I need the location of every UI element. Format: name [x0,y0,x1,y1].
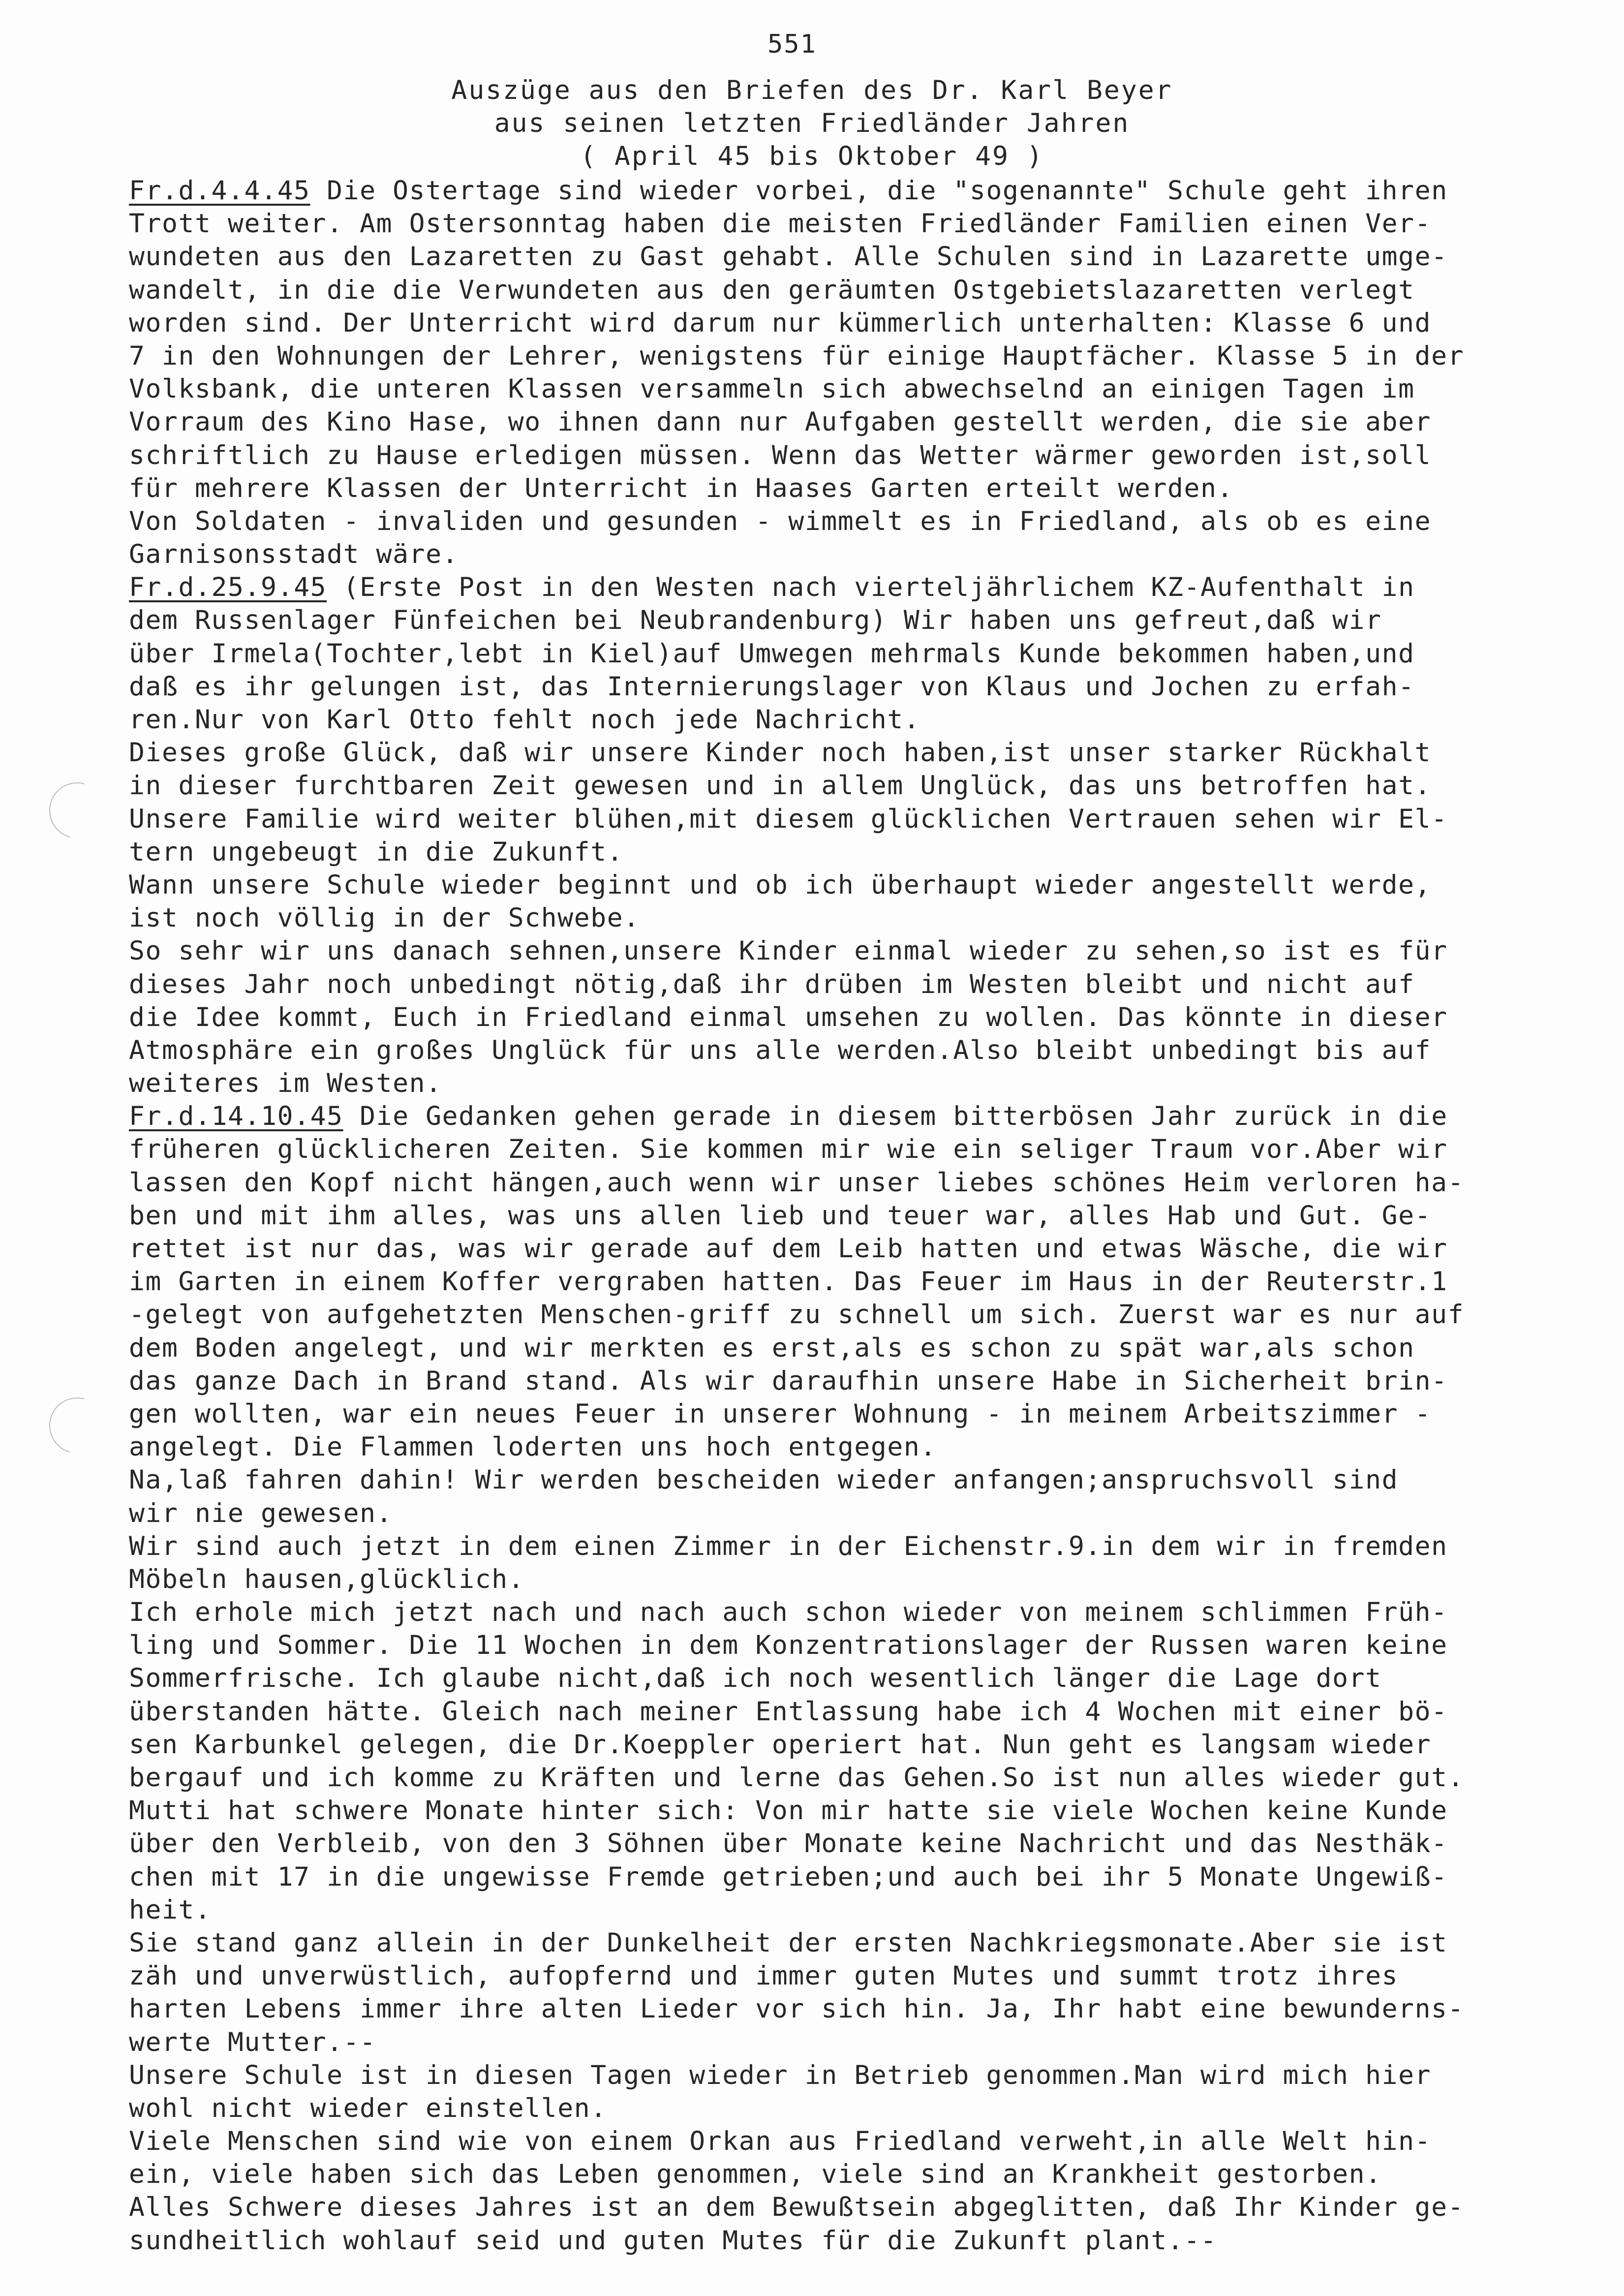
letter-line-text: Mutti hat schwere Monate hinter sich: Von mir hatte sie viele Wochen keine Kunde [129,1796,1448,1826]
letter-line-text: Sie stand ganz allein in der Dunkelheit der ersten Nachkriegsmonate.Aber sie ist [129,1927,1448,1958]
letter-line-text: chen mit 17 in die ungewisse Fremde getrieben;und auch bei ihr 5 Monate Ungewiß- [129,1862,1448,1892]
letter-line [129,1001,1541,1034]
letter-line-text: dem Boden angelegt, und wir merkten es erst,als es schon zu spät war,als schon [129,1333,1415,1363]
letter-line [129,736,1541,769]
letter-line [129,1232,1541,1265]
letter-line [129,1365,1541,1397]
letter-line [129,2059,1541,2092]
document-header [0,74,1624,173]
letter-line [129,1596,1541,1629]
letter-line [129,505,1541,538]
letter-line-text: (Erste Post in den Westen nach vierteljährlichem KZ-Aufenthalt in [327,572,1415,603]
letter-line-text: Unsere Schule ist in diesen Tagen wieder in Betrieb genommen.Man wird mich hier [129,2060,1432,2090]
letter-line-text: angelegt. Die Flammen loderten uns hoch entgegen. [129,1432,937,1462]
letter-line-text: Sommerfrische. Ich glaube nicht,daß ich noch wesentlich länger die Lage dort [129,1663,1382,1694]
letter-line [129,2026,1541,2059]
letter-line [129,1530,1541,1563]
letter-line [129,1728,1541,1761]
letter-line-text: ist noch völlig in der Schwebe. [129,903,640,933]
letter-line [129,571,1541,604]
letter-line [129,836,1541,869]
letter-line-text: Na,laß fahren dahin! Wir werden bescheiden wieder anfangen;anspruchsvoll sind [129,1465,1399,1495]
letter-line-text: weiteres im Westen. [129,1068,442,1099]
letter-line [129,1629,1541,1662]
letter-line-text: Möbeln hausen,glücklich. [129,1564,525,1594]
letter-line-text: Dieses große Glück, daß wir unsere Kinder noch haben,ist unser starker Rückhalt [129,738,1432,768]
letter-line [129,1959,1541,1992]
letter-line [129,307,1541,340]
letter-line-text: die Idee kommt, Euch in Friedland einmal umsehen zu wollen. Das könnte in dieser [129,1002,1448,1032]
letter-line-text: wundeten aus den Lazaretten zu Gast gehabt. Alle Schulen sind in Lazarette umge- [129,242,1448,272]
letter-line [129,207,1541,240]
letter-line-text: ein, viele haben sich das Leben genommen, viele sind an Krankheit gestorben. [129,2159,1382,2190]
letter-line [129,274,1541,307]
letter-line-text: Wir sind auch jetzt in dem einen Zimmer in der Eichenstr.9.in dem wir in fremden [129,1531,1448,1561]
letter-line [129,2158,1541,2191]
letter-line-text: daß es ihr gelungen ist, das Internierungslager von Klaus und Jochen zu erfah- [129,671,1415,702]
letter-line-text: -gelegt von aufgehetzten Menschen-griff zu schnell um sich. Zuerst war es nur auf [129,1300,1465,1330]
letter-line [129,637,1541,670]
punch-hole-mark [39,1387,116,1464]
letter-line-text: zäh und unverwüstlich, aufopfernd und immer guten Mutes und summt trotz ihres [129,1961,1399,1991]
letter-line [129,1133,1541,1166]
letter-line [129,1926,1541,1959]
letter-line-text: Volksbank, die unteren Klassen versammeln sich abwechselnd an einigen Tagen im [129,374,1415,404]
letters-body [129,174,1541,2257]
letter-line [129,1034,1541,1067]
letter-line [129,2125,1541,2158]
letter-line-text: wohl nicht wieder einstellen. [129,2093,607,2123]
letter-line-text: früheren glücklicheren Zeiten. Sie kommen mir wie ein seliger Traum vor.Aber wir [129,1134,1448,1165]
letter-line [129,670,1541,703]
letter-line-text: wandelt, in die die Verwundeten aus den geräumten Ostgebietslazaretten verlegt [129,275,1415,305]
letter-line [129,934,1541,967]
letter-line-text: ling und Sommer. Die 11 Wochen in dem Konzentrationslager der Russen waren keine [129,1630,1448,1661]
letter-line [129,1563,1541,1596]
letter-line [129,1430,1541,1463]
letter-line [129,968,1541,1001]
letter-line-text: Viele Menschen sind wie von einem Orkan aus Friedland verweht,in alle Welt hin- [129,2126,1432,2157]
letter-line [129,1497,1541,1530]
letter-date: Fr.d.4.4.45 [129,176,310,206]
letter-line-text: Alles Schwere dieses Jahres ist an dem Bewußtsein abgeglitten, daß Ihr Kinder ge- [129,2192,1465,2223]
letter-line-text: bergauf und ich komme zu Kräften und lerne das Gehen.So ist nun alles wieder gut. [129,1763,1465,1793]
letter-line-text: dem Russenlager Fünfeichen bei Neubrandenburg) Wir haben uns gefreut,daß wir [129,605,1382,636]
letter-line-text: über den Verbleib, von den 3 Söhnen über Monate keine Nachricht und das Nesthäk- [129,1829,1448,1859]
letter-line [129,1397,1541,1430]
letter-date: Fr.d.14.10.45 [129,1101,343,1132]
letter-date: Fr.d.25.9.45 [129,572,327,603]
letter-line [129,1794,1541,1827]
letter-line-text: ben und mit ihm alles, was uns allen lieb und teuer war, alles Hab und Gut. Ge- [129,1200,1432,1231]
letter-line-text: Wann unsere Schule wieder beginnt und ob ich überhaupt wieder angestellt werde, [129,869,1432,900]
letter-line [129,901,1541,934]
letter-line [129,1265,1541,1298]
letter-entry [129,174,1541,571]
letter-line-text: für mehrere Klassen der Unterricht in Haases Garten erteilt werden. [129,473,1234,503]
letter-line-text: Vorraum des Kino Hase, wo ihnen dann nur Aufgaben gestellt werden, die sie aber [129,407,1432,437]
header-title-line: Auszüge aus den Briefen des Dr. Karl Beyer [451,75,1173,105]
letter-line-text: schriftlich zu Hause erledigen müssen. Wenn das Wetter wärmer geworden ist,soll [129,440,1432,470]
letter-line [129,869,1541,901]
page-number: 551 [767,30,817,59]
letter-line-text: ren.Nur von Karl Otto fehlt noch jede Nachricht. [129,705,920,735]
letter-line [129,1827,1541,1860]
letter-line [129,2191,1541,2224]
letter-line-text: in dieser furchtbaren Zeit gewesen und in allem Unglück, das uns betroffen hat. [129,771,1432,801]
letter-line-text: im Garten in einem Koffer vergraben hatten. Das Feuer im Haus in der Reuterstr.1 [129,1267,1448,1297]
letter-entry [129,571,1541,1100]
letter-line-text: das ganze Dach in Brand stand. Als wir daraufhin unsere Habe in Sicherheit brin- [129,1365,1448,1396]
letter-line-text: Garnisonsstadt wäre. [129,539,459,570]
letter-line [129,1199,1541,1232]
letter-line [129,2224,1541,2257]
punch-hole-mark [39,772,116,849]
letter-line-text: Von Soldaten - invaliden und gesunden - wimmelt es in Friedland, als ob es eine [129,506,1432,536]
letter-line-text: Unsere Familie wird weiter blühen,mit diesem glücklichen Vertrauen sehen wir El- [129,804,1448,834]
letter-line [129,472,1541,505]
letter-line [129,1992,1541,2025]
letter-line [129,1761,1541,1794]
letter-line-text: So sehr wir uns danach sehnen,unsere Kinder einmal wieder zu sehen,so ist es für [129,936,1448,966]
letter-line [129,803,1541,836]
letter-line [129,2092,1541,2125]
letter-line-text: überstanden hätte. Gleich nach meiner Entlassung habe ich 4 Wochen mit einer bö- [129,1696,1448,1727]
letter-line-text: dieses Jahr noch unbedingt nötig,daß ihr drüben im Westen bleibt und nicht auf [129,969,1415,999]
letter-line [129,538,1541,571]
letter-line [129,1695,1541,1728]
letter-line-text: heit. [129,1894,212,1925]
letter-line-text: 7 in den Wohnungen der Lehrer, wenigstens für einige Hauptfächer. Klasse 5 in der [129,341,1465,371]
letter-line [129,405,1541,438]
letter-line [129,1100,1541,1133]
letter-line [129,1332,1541,1365]
letter-line [129,1893,1541,1926]
letter-line [129,1298,1541,1331]
letter-line-text: rettet ist nur das, was wir gerade auf dem Leib hatten und etwas Wäsche, die wir [129,1234,1448,1264]
letter-line [129,439,1541,472]
letter-line-text: sen Karbunkel gelegen, die Dr.Koeppler operiert hat. Nun geht es langsam wieder [129,1729,1432,1760]
letter-line [129,1463,1541,1496]
letter-line-text: gen wollten, war ein neues Feuer in unserer Wohnung - in meinem Arbeitszimmer - [129,1398,1432,1429]
letter-line-text: sundheitlich wohlauf seid und guten Mutes für die Zukunft plant.-- [129,2225,1217,2256]
letter-line-text: worden sind. Der Unterricht wird darum nur kümmerlich unterhalten: Klasse 6 und [129,308,1432,338]
letter-line-text: werte Mutter.-- [129,2027,376,2057]
letter-line-text: harten Lebens immer ihre alten Lieder vor sich hin. Ja, Ihr habt eine bewunderns- [129,1994,1465,2024]
letter-line [129,604,1541,637]
header-date-range: ( April 45 bis Oktober 49 ) [580,141,1044,171]
letter-line [129,769,1541,802]
header-subtitle-line: aus seinen letzten Friedländer Jahren [494,108,1130,138]
letter-line [129,174,1541,207]
letter-line [129,372,1541,405]
letter-line [129,1662,1541,1695]
letter-line [129,1861,1541,1893]
letter-line-text: tern ungebeugt in die Zukunft. [129,837,624,867]
letter-line-text: Die Gedanken gehen gerade in diesem bitterbösen Jahr zurück in die [343,1101,1448,1132]
letter-line-text: wir nie gewesen. [129,1498,393,1528]
letter-line [129,1067,1541,1100]
letter-line-text: Ich erhole mich jetzt nach und nach auch schon wieder von meinem schlimmen Früh- [129,1597,1448,1628]
letter-line-text: lassen den Kopf nicht hängen,auch wenn wir unser liebes schönes Heim verloren ha- [129,1167,1465,1198]
letter-line-text: Atmosphäre ein großes Unglück für uns alle werden.Also bleibt unbedingt bis auf [129,1035,1432,1065]
letter-line [129,240,1541,273]
letter-entry [129,1100,1541,2257]
letter-line [129,340,1541,372]
letter-line [129,703,1541,736]
letter-line-text: über Irmela(Tochter,lebt in Kiel)auf Umwegen mehrmals Kunde bekommen haben,und [129,638,1415,669]
letter-line-text: Trott weiter. Am Ostersonntag haben die meisten Friedländer Familien einen Ver- [129,209,1432,239]
letter-line-text: Die Ostertage sind wieder vorbei, die "sogenannte" Schule geht ihren [310,176,1448,206]
letter-line [129,1166,1541,1199]
